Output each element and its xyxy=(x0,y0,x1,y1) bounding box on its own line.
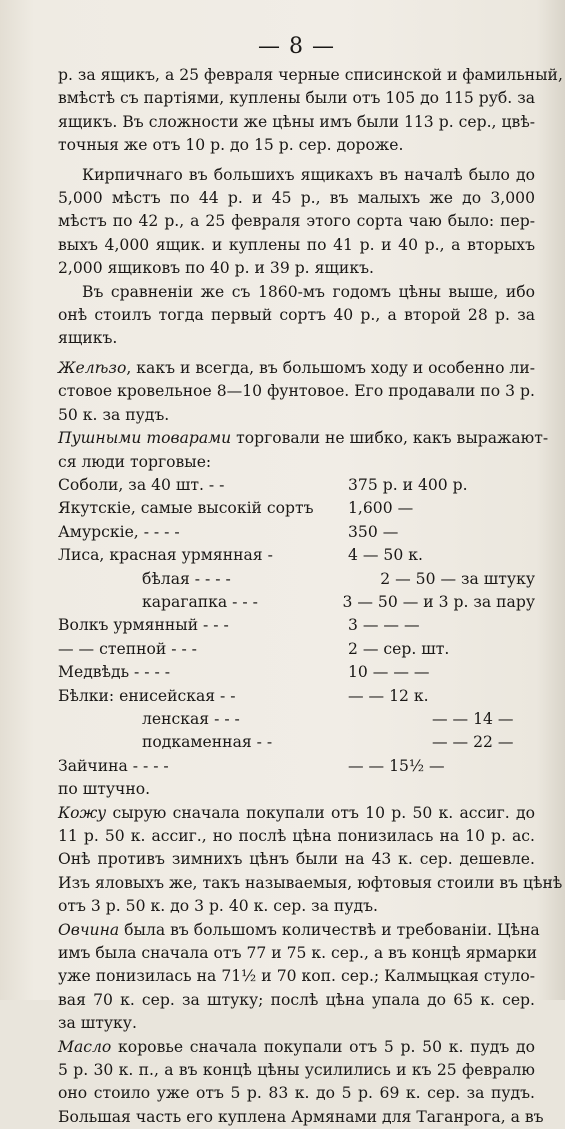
text-line: вмѣстѣ съ партіями, куплены были отъ 105 до 115 руб. за xyxy=(58,89,536,108)
text-line: за штуку. xyxy=(58,1014,137,1033)
text-line: 50 к. за пудъ. xyxy=(58,405,170,424)
text-line: Онѣ противъ зимнихъ цѣнъ были на 43 к. сер. дешевле. xyxy=(58,850,535,869)
fur-row: Якутскіе, самые высокій сортъ 1,600 — xyxy=(58,499,414,518)
text-line: Масло коровье сначала покупали отъ 5 р. 50 к. пудъ до xyxy=(58,1037,535,1056)
text-line: Большая часть его куплена Армянами для Таганрога, а въ xyxy=(58,1107,544,1126)
text-line: имъ была сначала отъ 77 и 75 к. сер., а въ концѣ ярмарки xyxy=(58,944,538,963)
text-line: 11 р. 50 к. ассиг., но послѣ цѣна понизилась на 10 р. ас. xyxy=(58,827,535,845)
text-line: ся люди торговые: xyxy=(58,452,212,471)
text-line: 5 р. 30 к. п., а въ концѣ цѣны усилились и къ 25 февралю xyxy=(58,1061,535,1080)
fur-row: Медвѣдь - - - - 10 — — — xyxy=(58,663,430,682)
text-line: оно стоило уже отъ 5 р. 83 к. до 5 р. 69 к. сер. за пудъ. xyxy=(58,1084,535,1103)
fur-row: Волкъ урмянный - - - 3 — — — xyxy=(58,616,420,635)
term-iron: Желѣзо xyxy=(58,358,127,377)
text-line: по штучно. xyxy=(58,780,151,799)
text-line: ящикъ. Въ сложности же цѣны имъ были 113 р. сер., цвѣ- xyxy=(58,112,535,131)
text-line: ящикъ. xyxy=(58,329,118,348)
text-line: р. за ящикъ, а 25 февраля черные спиcинской и фамильный, xyxy=(58,66,563,84)
text-line: Изъ яловыхъ же, такъ называемыя, юфтовыя стоили въ цѣнѣ xyxy=(58,873,563,892)
text-line: выхъ 4,000 ящик. и куплены по 41 р. и 40 р., а вторыхъ xyxy=(58,235,535,254)
page-number: — 8 — xyxy=(258,34,335,59)
text-line: стовое кровельное 8—10 фунтовое. Его продавали по 3 р. xyxy=(58,382,535,401)
fur-row: карагапка - - - 3 — 50 — и 3 р. за пару xyxy=(142,592,535,611)
text-line: Желѣзо, какъ и всегда, въ большомъ ходу и особенно ли- xyxy=(58,358,535,377)
text-line: Въ сравненіи же съ 1860-мъ годомъ цѣны выше, ибо xyxy=(82,282,535,301)
fur-row: подкаменная - - — — 22 — xyxy=(142,733,514,752)
text-line: Овчина была въ большомъ количествѣ и требованіи. Цѣна xyxy=(58,920,540,939)
term-furs: Пушными товарами xyxy=(58,429,232,448)
fur-price-table xyxy=(58,474,535,778)
term-leather: Кожу xyxy=(58,803,107,822)
text-line: 5,000 мѣстъ по 44 р. и 45 р., въ малыхъ же до 3,000 xyxy=(58,189,535,208)
fur-row: Соболи, за 40 шт. - - 375 р. и 400 р. xyxy=(58,475,468,494)
fur-row: Амурскіе, - - - - 350 — xyxy=(58,522,399,541)
text-line: уже понизилась на 71½ и 70 коп. сер.; Калмыцкая стуло- xyxy=(58,967,535,986)
text-line: мѣстъ по 42 р., а 25 февраля этого сорта чаю было: пер- xyxy=(58,212,535,231)
text-line: вая 70 к. сер. за штуку; послѣ цѣна упала до 65 к. сер. xyxy=(58,990,535,1009)
term-butter: Масло xyxy=(58,1037,112,1056)
text-line: Кирпичнаго въ большихъ ящикахъ въ началѣ было до xyxy=(82,165,535,184)
text-line: Пушными товарами торговали не шибко, какъ выражают- xyxy=(58,429,549,448)
fur-row: Лиса, красная урмянная - 4 — 50 к. xyxy=(58,546,423,565)
text-line: Кожу сырую сначала покупали отъ 10 р. 50 к. ассиг. до xyxy=(58,803,535,822)
term-sheepskin: Овчина xyxy=(58,920,120,939)
text-line: онѣ стоилъ тогда первый сортъ 40 р., а второй 28 р. за xyxy=(58,306,535,325)
fur-row: Зайчина - - - - — — 15½ — xyxy=(58,756,445,775)
fur-row: бѣлая - - - - 2 — 50 — за штуку xyxy=(142,569,535,588)
text-line: 2,000 ящиковъ по 40 р. и 39 р. ящикъ. xyxy=(58,259,374,278)
text-line: точныя же отъ 10 р. до 15 р. сер. дороже. xyxy=(58,136,404,155)
text-line: отъ 3 р. 50 к. до 3 р. 40 к. сер. за пудъ. xyxy=(58,897,378,916)
fur-row: ленская - - - — — 14 — xyxy=(142,709,514,728)
fur-row: — — степной - - - 2 — сер. шт. xyxy=(58,639,450,658)
fur-row: Бѣлки: енисейская - - — — 12 к. xyxy=(58,686,429,705)
